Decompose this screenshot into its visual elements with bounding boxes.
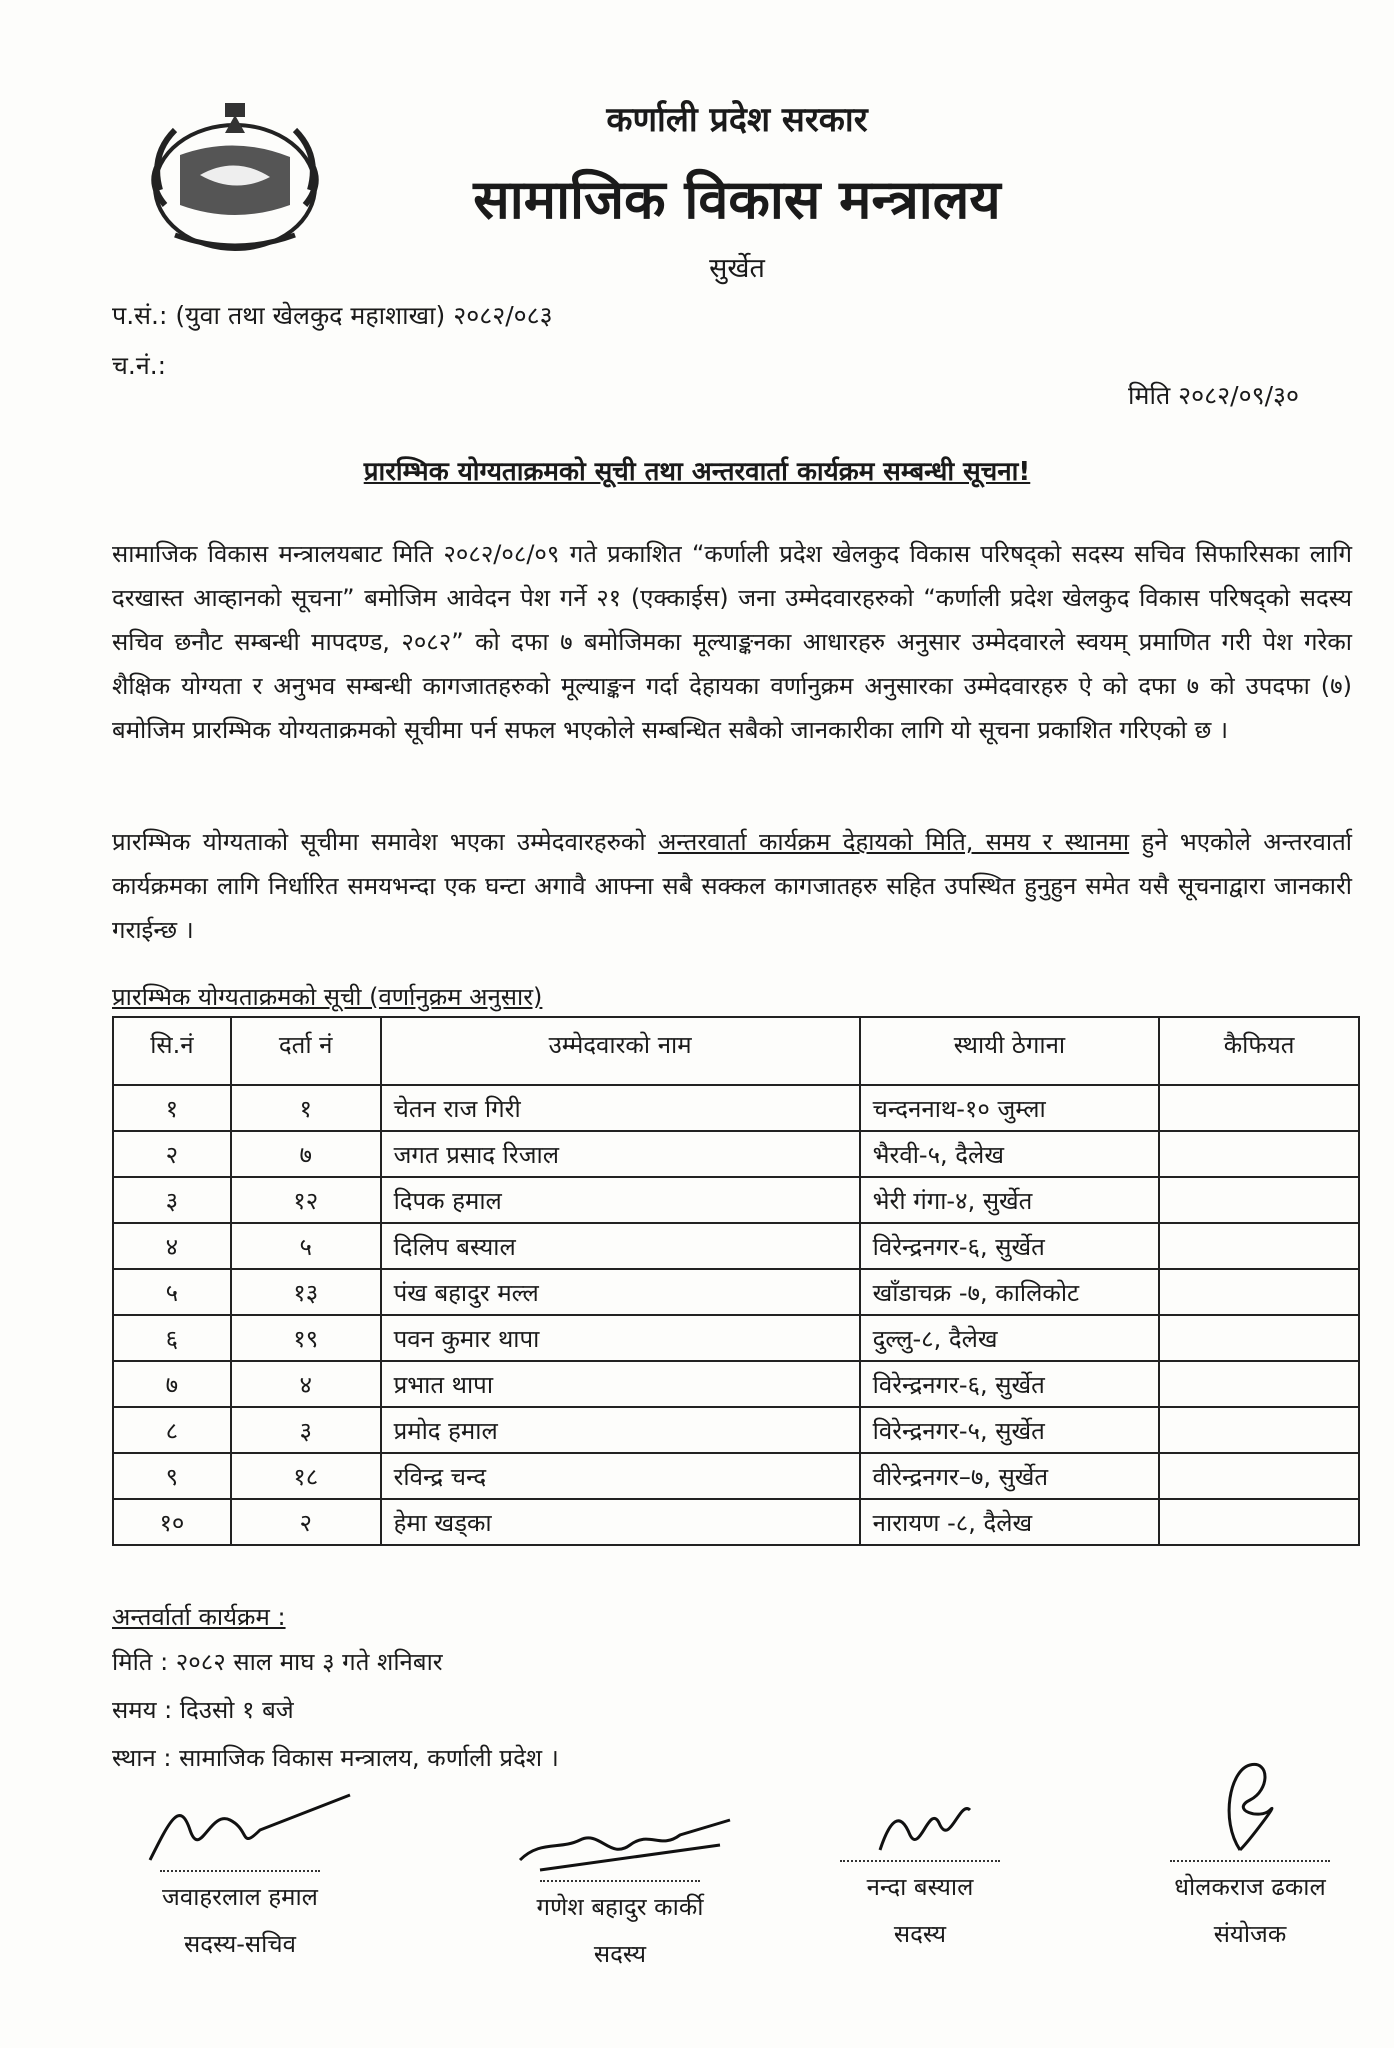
table-row xyxy=(113,1315,1359,1361)
registration-number: ३ xyxy=(231,1407,381,1453)
candidate-name: दिलिप बस्याल xyxy=(381,1223,860,1269)
permanent-address: चन्दननाथ-१० जुम्ला xyxy=(860,1085,1160,1131)
signatory-role: संयोजक xyxy=(1213,1920,1287,1948)
table-row xyxy=(113,1361,1359,1407)
notice-paragraph-2 xyxy=(112,820,1352,952)
table-row xyxy=(113,1269,1359,1315)
ministry-name: सामाजिक विकास मन्त्रालय xyxy=(473,168,1001,231)
remarks xyxy=(1159,1315,1359,1361)
dispatch-number: च.नं.: xyxy=(112,351,167,380)
serial-number: ७ xyxy=(113,1361,231,1407)
table-row xyxy=(113,1223,1359,1269)
permanent-address: वीरेन्द्रनगर–७, सुर्खेत xyxy=(860,1453,1160,1499)
remarks xyxy=(1159,1223,1359,1269)
signatory-role: सदस्य-सचिव xyxy=(184,1930,296,1958)
table-row xyxy=(113,1453,1359,1499)
serial-number: १ xyxy=(113,1085,231,1131)
list-title: प्रारम्भिक योग्यताक्रमको सूची (वर्णानुक्रम अनुसार) xyxy=(112,983,543,1011)
paragraph-2-underlined-text: अन्तरवार्ता कार्यक्रम देहायको मिति, समय र स्थानमा xyxy=(657,828,1130,856)
serial-number: ६ xyxy=(113,1315,231,1361)
signature-line xyxy=(840,1860,1000,1862)
serial-number: ४ xyxy=(113,1223,231,1269)
candidate-table xyxy=(112,1016,1360,1546)
office-city: सुर्खेत xyxy=(709,253,765,284)
signature-block-member xyxy=(500,1800,740,1974)
registration-number: १ xyxy=(231,1085,381,1131)
table-row xyxy=(113,1499,1359,1545)
registration-number: १९ xyxy=(231,1315,381,1361)
remarks xyxy=(1159,1453,1359,1499)
remarks xyxy=(1159,1269,1359,1315)
interview-time: समय : दिउसो १ बजे xyxy=(112,1696,294,1724)
registration-number: ७ xyxy=(231,1131,381,1177)
permanent-address: दुल्लु-८, दैलेख xyxy=(860,1315,1160,1361)
permanent-address: विरेन्द्रनगर-५, सुर्खेत xyxy=(860,1407,1160,1453)
permanent-address: नारायण -८, दैलेख xyxy=(860,1499,1160,1545)
signature-icon xyxy=(120,1790,360,1870)
table-row xyxy=(113,1131,1359,1177)
signature-icon xyxy=(800,1780,1040,1860)
signature-block-member-secretary xyxy=(120,1790,360,1964)
interview-section-title: अन्तर्वार्ता कार्यक्रम : xyxy=(112,1603,286,1631)
registration-number: १३ xyxy=(231,1269,381,1315)
permanent-address: खाँडाचक्र -७, कालिकोट xyxy=(860,1269,1160,1315)
serial-number: ८ xyxy=(113,1407,231,1453)
candidate-name: पंख बहादुर मल्ल xyxy=(381,1269,860,1315)
table-row xyxy=(113,1177,1359,1223)
serial-number: ५ xyxy=(113,1269,231,1315)
candidate-name: चेतन राज गिरी xyxy=(381,1085,860,1131)
signature-icon xyxy=(1130,1750,1370,1860)
issue-date: मिति २०८२/०९/३० xyxy=(1128,381,1299,410)
signature-line xyxy=(1170,1860,1330,1862)
candidate-name: प्रमोद हमाल xyxy=(381,1407,860,1453)
serial-number: ३ xyxy=(113,1177,231,1223)
serial-number: २ xyxy=(113,1131,231,1177)
candidate-name: प्रभात थापा xyxy=(381,1361,860,1407)
signatory-name: जवाहरलाल हमाल xyxy=(162,1883,318,1911)
remarks xyxy=(1159,1177,1359,1223)
government-name: कर्णाली प्रदेश सरकार xyxy=(606,100,868,140)
table-row xyxy=(113,1085,1359,1131)
signature-line xyxy=(540,1880,700,1882)
remarks xyxy=(1159,1361,1359,1407)
notice-title: प्रारम्भिक योग्यताक्रमको सूची तथा अन्तरवार्ता कार्यक्रम सम्बन्धी सूचना! xyxy=(363,457,1031,487)
permanent-address: विरेन्द्रनगर-६, सुर्खेत xyxy=(860,1223,1160,1269)
notice-paragraph-1: सामाजिक विकास मन्त्रालयबाट मिति २०८२/०८/०९ गते प्रकाशित “कर्णाली प्रदेश खेलकुद विकास परिषद्को सदस्य सचिव सिफारिसका लागि दरखास्त आव्हानको सूचना” बमोजिम आवेदन पेश गर्ने २१ (एक्काईस) जना उम्मेदवारहरुको “कर्णाली प्रदेश खेलकुद विकास परिषद्को सदस्य सचिव छनौट सम्बन्धी मापदण्ड, २०८२” को दफा ७ बमोजिमका मूल्याङ्कनका आधारहरु अनुसार उम्मेदवारले स्वयम् प्रमाणित गरी पेश गरेका शैक्षिक योग्यता र अनुभव सम्बन्धी कागजातहरुको मूल्याङ्कन गर्दा देहायका वर्णानुक्रम अनुसारका उम्मेदवारहरु ऐ को दफा ७ को उपदफा (७) बमोजिम प्रारम्भिक योग्यताक्रमको सूचीमा पर्न सफल भएकोले सम्बन्धित सबैको जानकारीका लागि यो सूचना प्रकाशित गरिएको छ । xyxy=(112,540,1352,744)
reference-number: प.सं.: (युवा तथा खेलकुद महाशाखा) २०८२/०८३ xyxy=(112,301,553,330)
signature-icon xyxy=(500,1800,740,1880)
permanent-address: भेरी गंगा-४, सुर्खेत xyxy=(860,1177,1160,1223)
paragraph-2-text-end: हुने भएकोले अन्तरवार्ता कार्यक्रमका लागि निर्धारित समयभन्दा एक घन्टा अगावै आफ्ना सबै सक्कल कागजातहरु सहित उपस्थित हुनुहुन समेत यसै सूचनाद्वारा जानकारी गराईन्छ । xyxy=(112,828,1352,944)
permanent-address: भैरवी-५, दैलेख xyxy=(860,1131,1160,1177)
remarks xyxy=(1159,1131,1359,1177)
signature-line xyxy=(160,1870,320,1872)
signatory-name: नन्दा बस्याल xyxy=(866,1873,974,1901)
candidate-name: दिपक हमाल xyxy=(381,1177,860,1223)
signatory-role: सदस्य xyxy=(893,1920,947,1948)
signatory-name: धोलकराज ढकाल xyxy=(1174,1873,1326,1901)
candidate-name: जगत प्रसाद रिजाल xyxy=(381,1131,860,1177)
candidate-name: हेमा खड्का xyxy=(381,1499,860,1545)
registration-number: १२ xyxy=(231,1177,381,1223)
registration-number: १८ xyxy=(231,1453,381,1499)
column-header: उम्मेदवारको नाम xyxy=(381,1017,860,1085)
column-header: स्थायी ठेगाना xyxy=(860,1017,1160,1085)
column-header: कैफियत xyxy=(1159,1017,1359,1085)
remarks xyxy=(1159,1407,1359,1453)
signatory-name: गणेश बहादुर कार्की xyxy=(536,1893,704,1921)
candidate-name: रविन्द्र चन्द xyxy=(381,1453,860,1499)
candidate-name: पवन कुमार थापा xyxy=(381,1315,860,1361)
signature-block-coordinator xyxy=(1130,1750,1370,1954)
table-header-row xyxy=(113,1017,1359,1085)
registration-number: ४ xyxy=(231,1361,381,1407)
serial-number: १० xyxy=(113,1499,231,1545)
signatory-role: सदस्य xyxy=(593,1940,647,1968)
registration-number: ५ xyxy=(231,1223,381,1269)
column-header: दर्ता नं xyxy=(231,1017,381,1085)
column-header: सि.नं xyxy=(113,1017,231,1085)
registration-number: २ xyxy=(231,1499,381,1545)
paragraph-2-text-start: प्रारम्भिक योग्यताको सूचीमा समावेश भएका उम्मेदवारहरुको xyxy=(112,828,658,856)
remarks xyxy=(1159,1499,1359,1545)
table-row xyxy=(113,1407,1359,1453)
permanent-address: विरेन्द्रनगर-६, सुर्खेत xyxy=(860,1361,1160,1407)
interview-date: मिति : २०८२ साल माघ ३ गते शनिबार xyxy=(112,1648,443,1676)
serial-number: ९ xyxy=(113,1453,231,1499)
signature-block-member-2 xyxy=(800,1780,1040,1954)
interview-place: स्थान : सामाजिक विकास मन्त्रालय, कर्णाली प्रदेश । xyxy=(112,1744,559,1772)
remarks xyxy=(1159,1085,1359,1131)
